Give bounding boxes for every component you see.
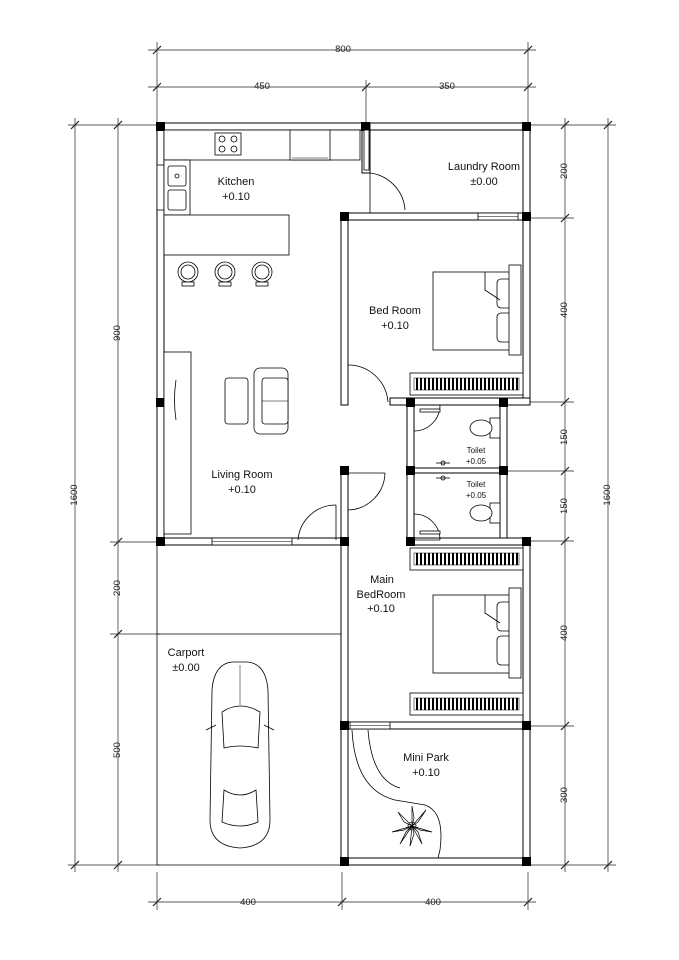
main-bedroom-furniture — [410, 548, 523, 715]
dim-right-6: 300 — [559, 787, 570, 803]
car-icon — [206, 662, 274, 848]
mini-park-landscape — [352, 730, 441, 858]
dim-left-lower: 500 — [112, 742, 123, 758]
kitchen-level: +0.10 — [222, 191, 250, 203]
main-bedroom-level: +0.10 — [367, 603, 395, 615]
mini-park-level: +0.10 — [412, 767, 440, 779]
dim-right-total: 1600 — [602, 484, 613, 506]
dim-right-2: 400 — [559, 302, 570, 318]
toilet1-name: Toilet — [466, 446, 486, 455]
laundry-level: ±0.00 — [470, 176, 498, 188]
living-furniture — [164, 352, 288, 534]
dim-left-upper: 900 — [112, 325, 123, 341]
kitchen-name: Kitchen — [217, 176, 255, 188]
dim-top-left: 450 — [254, 81, 270, 92]
dim-top-total: 800 — [335, 44, 351, 55]
dim-right-4: 150 — [559, 498, 570, 514]
toilet1-level: +0.05 — [465, 457, 487, 466]
dim-right-3: 150 — [559, 429, 570, 445]
bedroom-name: Bed Room — [369, 305, 421, 317]
mini-park-name: Mini Park — [403, 752, 449, 764]
carport-name: Carport — [167, 647, 205, 659]
main-bedroom-name: Main — [370, 574, 394, 586]
doors — [298, 130, 440, 540]
dim-left-total: 1600 — [69, 484, 80, 506]
dim-right-5: 400 — [559, 625, 570, 641]
dim-bottom-left: 400 — [240, 897, 256, 908]
dim-left-mid: 200 — [112, 580, 123, 596]
toilet2-name: Toilet — [466, 480, 486, 489]
bedroom-furniture — [410, 265, 523, 395]
main-bedroom-name2: BedRoom — [356, 589, 406, 601]
living-level: +0.10 — [228, 484, 256, 496]
laundry-name: Laundry Room — [447, 161, 521, 173]
living-name: Living Room — [211, 469, 273, 481]
dim-right-1: 200 — [559, 163, 570, 179]
carport-level: ±0.00 — [172, 662, 200, 674]
dim-top-right: 350 — [439, 81, 455, 92]
kitchen-furniture — [164, 130, 360, 286]
dim-bottom-right: 400 — [425, 897, 441, 908]
bedroom-level: +0.10 — [381, 320, 409, 332]
toilet2-level: +0.05 — [465, 491, 487, 500]
